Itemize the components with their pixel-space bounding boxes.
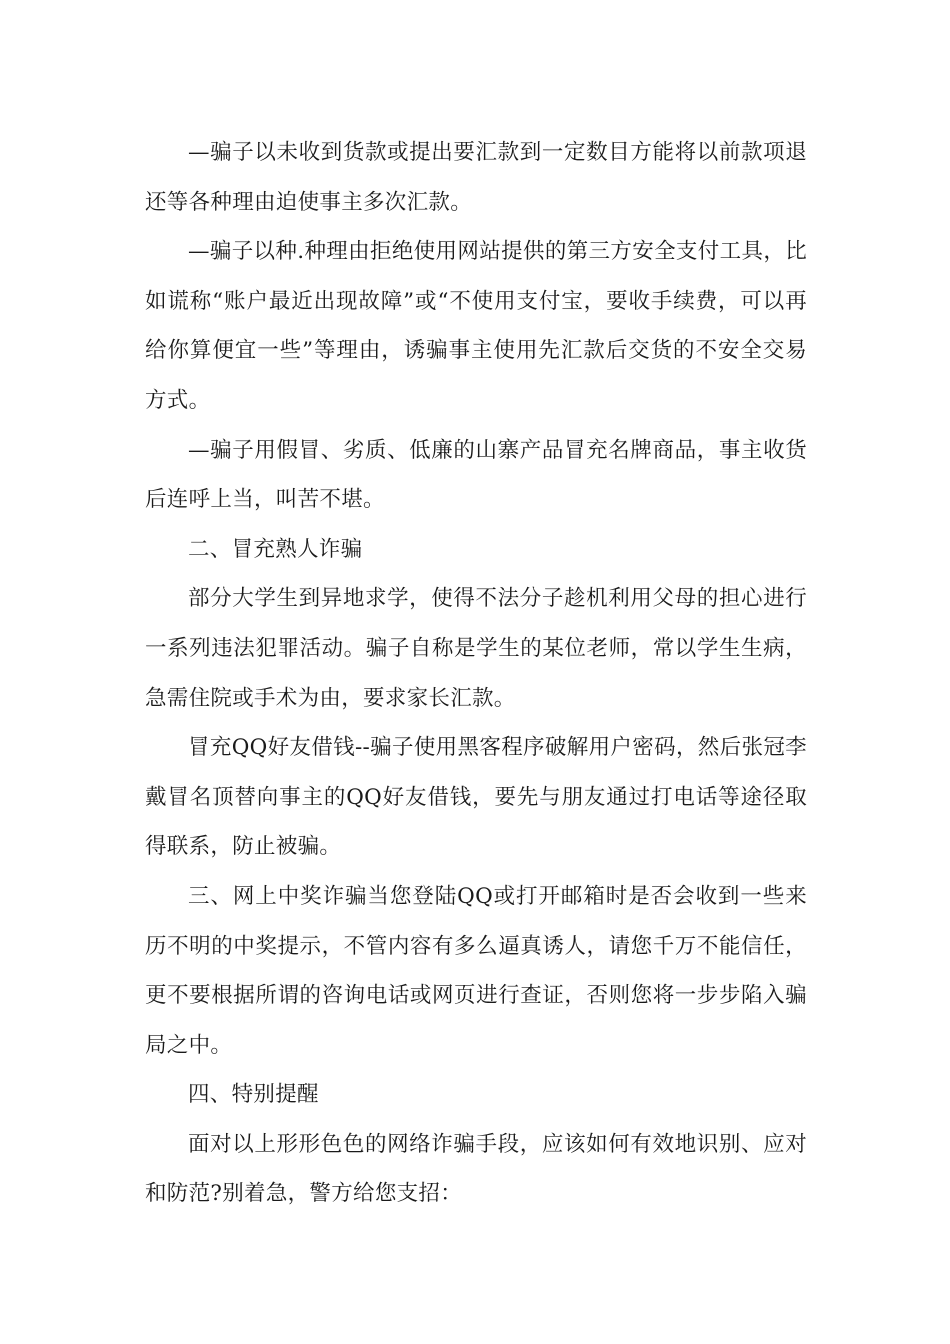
section-heading-special-reminder: 四、特别提醒	[188, 1082, 319, 1108]
paragraph-qq-friend-scam: 冒充QQ好友借钱--骗子使用黑客程序破解用户密码，然后张冠李戴冒名顶替向事主的QQ好友借钱，要先与朋友通过打电话等途径取得联系，防止被骗。	[145, 735, 807, 860]
paragraph-payment-tool-scam: —骗子以种.种理由拒绝使用网站提供的第三方安全支付工具，比如谎称“账户最近出现故障”或“不使用支付宝，要收手续费，可以再给你算便宜一些”等理由，诱骗事主使用先汇款后交货的不安全交易方式。	[145, 239, 807, 413]
paragraph-fake-teacher: 部分大学生到异地求学，使得不法分子趁机利用父母的担心进行一系列违法犯罪活动。骗子自称是学生的某位老师，常以学生生病，急需住院或手术为由，要求家长汇款。	[145, 586, 807, 711]
paragraph-remittance-scam: —骗子以未收到货款或提出要汇款到一定数目方能将以前款项退还等各种理由迫使事主多次汇款。	[145, 140, 807, 215]
paragraph-lottery-scam: 三、网上中奖诈骗当您登陆QQ或打开邮箱时是否会收到一些来历不明的中奖提示，不管内容有多么逼真诱人，请您千万不能信任，更不要根据所谓的咨询电话或网页进行查证，否则您将一步步陷入骗局之中。	[145, 883, 807, 1058]
paragraph-police-tips: 面对以上形形色色的网络诈骗手段，应该如何有效地识别、应对和防范?别着急，警方给您支招：	[145, 1131, 807, 1207]
document-body	[145, 128, 807, 1219]
paragraph-counterfeit-goods: —骗子用假冒、劣质、低廉的山寨产品冒充名牌商品，事主收货后连呼上当，叫苦不堪。	[145, 437, 807, 513]
section-heading-impersonation: 二、冒充熟人诈骗	[188, 536, 363, 562]
